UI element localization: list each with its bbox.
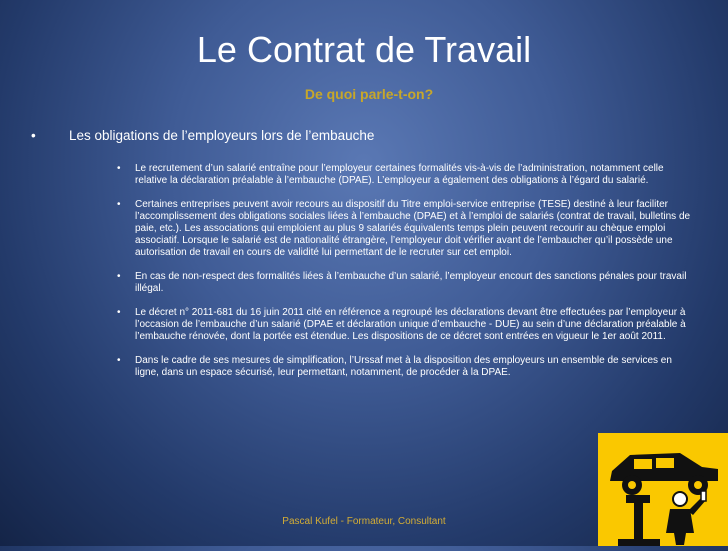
list-item-text: Le décret n° 2011-681 du 16 juin 2011 cité en référence a regroupé les déclarations devant être effectuées par l’employeur à l’occasion de l’embauche d’un salarié (DPAE et déclaration unique d’embauche - DUE) au sein d’une déclaration préalable à l’embauche rénovée, dont la portée est étendue. Les dispositions de ce décret sont entrées en vigueur le 1er août 2011.: [135, 307, 686, 342]
bullet-list: [0, 163, 728, 391]
mechanic-logo: [598, 433, 728, 546]
level1-text: Les obligations de l’employeurs lors de l’embauche: [69, 128, 375, 143]
bullet-glyph: •: [117, 163, 121, 174]
list-item: [0, 355, 728, 379]
bullet-glyph: •: [31, 128, 36, 143]
list-item: [0, 199, 728, 259]
bullet-glyph: •: [117, 199, 121, 210]
slide-footer: Pascal Kufel - Formateur, Consultant: [282, 516, 446, 527]
list-item-text: Dans le cadre de ses mesures de simplification, l’Urssaf met à la disposition des employeurs un ensemble de services en ligne, dans un espace sécurisé, leur permettant, notamment, de procéder à la DPAE.: [135, 355, 672, 378]
bullet-glyph: •: [117, 355, 121, 366]
list-item: [0, 271, 728, 295]
slide-subtitle: [0, 86, 728, 102]
mechanic-under-car-icon: [598, 433, 728, 546]
level1-bullet-item: [0, 128, 728, 148]
bullet-glyph: •: [117, 271, 121, 282]
list-item-text: Le recrutement d’un salarié entraîne pour l’employeur certaines formalités vis-à-vis de l’administration, notamment celle relative la déclaration préalable à l’embauche (DPAE). L’employeur a également des obligations à l’égard du salarié.: [135, 163, 664, 186]
list-item-text: En cas de non-respect des formalités liées à l’embauche d’un salarié, l’employeur encourt des sanctions pénales pour travail illégal.: [135, 271, 687, 294]
bullet-glyph: •: [117, 307, 121, 318]
list-item-text: Certaines entreprises peuvent avoir recours au dispositif du Titre emploi-service entreprise (TESE) destiné à leur faciliter l’accomplissement des obligations sociales liées à l’embauche (DPAE) et à l’emploi de salariés (contrat de travail, bulletins de paie, etc.). Les associations qui emploient au plus 9 salariés équivalents temps plein peuvent recourir au chèque emploi associatif. Lorsque le salarié est de nationalité étrangère, l’employeur doit vérifier avant de l’embaucher qu’il possède une autorisation de travail en cours de validité lui permettant de le recruter sur cet emploi.: [135, 199, 691, 258]
list-item: [0, 307, 728, 343]
slide-subtitle-text: De quoi parle-t-on?: [304, 86, 434, 102]
list-item: [0, 163, 728, 187]
slide-title: Le Contrat de Travail: [196, 29, 532, 70]
